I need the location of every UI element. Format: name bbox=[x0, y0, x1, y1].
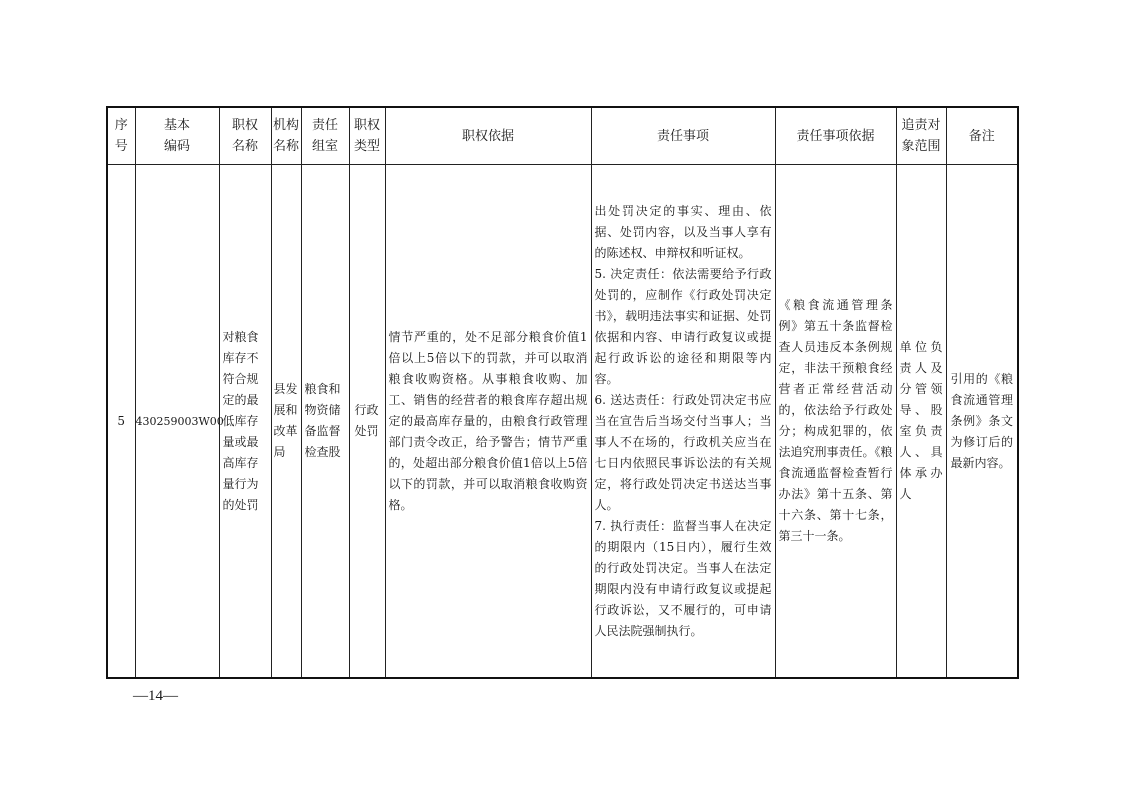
cell-code: 430259003W00 bbox=[135, 165, 219, 679]
cell-duty-basis: 《粮食流通管理条例》第五十条监督检查人员违反本条例规定，非法干预粮食经营者正常经营活动的，依法给予行政处分；构成犯罪的，依法追究刑事责任。《粮食流通监督检查暂行办法》第十五条、第十六条、第十七条，第三十一条。 bbox=[775, 165, 896, 679]
header-scope: 追责对 象范围 bbox=[896, 107, 946, 165]
header-org: 机构 名称 bbox=[271, 107, 301, 165]
table-row bbox=[107, 165, 1018, 679]
header-duty-basis: 责任事项依据 bbox=[775, 107, 896, 165]
cell-org: 县发展和改革局 bbox=[271, 165, 301, 679]
header-office: 责任 组室 bbox=[301, 107, 349, 165]
header-seq: 序 号 bbox=[107, 107, 135, 165]
duty-item: 6. 送达责任：行政处罚决定书应当在宣告后当场交付当事人；当事人不在场的，行政机关应当在七日内依照民事诉讼法的有关规定，将行政处罚决定书送达当事人。 bbox=[594, 392, 772, 512]
header-remark: 备注 bbox=[946, 107, 1018, 165]
page-number: —14— bbox=[133, 688, 178, 704]
cell-remark: 引用的《粮食流通管理条例》条文为修订后的最新内容。 bbox=[946, 165, 1018, 679]
cell-name: 对粮食库存不符合规定的最低库存量或最高库存量行为的处罚 bbox=[219, 165, 271, 679]
cell-office: 粮食和物资储备监督检查股 bbox=[301, 165, 349, 679]
duty-list bbox=[592, 201, 775, 642]
cell-type: 行政处罚 bbox=[349, 165, 385, 679]
header-code: 基本 编码 bbox=[135, 107, 219, 165]
header-row bbox=[107, 107, 1018, 165]
cell-seq: 5 bbox=[107, 165, 135, 679]
header-type: 职权 类型 bbox=[349, 107, 385, 165]
header-duty: 责任事项 bbox=[591, 107, 775, 165]
cell-scope: 单位负责人及分管领导、股室负责人、具体承办人 bbox=[896, 165, 946, 679]
responsibility-table bbox=[106, 106, 1019, 679]
duty-item: 出处罚决定的事实、理由、依据、处罚内容，以及当事人享有的陈述权、申辩权和听证权。 bbox=[594, 203, 772, 260]
cell-duty bbox=[591, 165, 775, 679]
header-name: 职权 名称 bbox=[219, 107, 271, 165]
duty-item: 7. 执行责任：监督当事人在决定的期限内（15日内），履行生效的行政处罚决定。当事人在法定期限内没有申请行政复议或提起行政诉讼，又不履行的，可申请人民法院强制执行。 bbox=[594, 518, 772, 638]
cell-basis: 情节严重的，处不足部分粮食价值1倍以上5倍以下的罚款，并可以取消粮食收购资格。从事粮食收购、加工、销售的经营者的粮食库存超出规定的最高库存量的，由粮食行政管理部门责令改正，给予警告；情节严重的，处超出部分粮食价值1倍以上5倍以下的罚款，并可以取消粮食收购资格。 bbox=[385, 165, 591, 679]
duty-item: 5. 决定责任：依法需要给予行政处罚的，应制作《行政处罚决定书》，载明违法事实和证据、处罚依据和内容、申请行政复议或提起行政诉讼的途径和期限等内容。 bbox=[594, 266, 772, 386]
header-basis: 职权依据 bbox=[385, 107, 591, 165]
